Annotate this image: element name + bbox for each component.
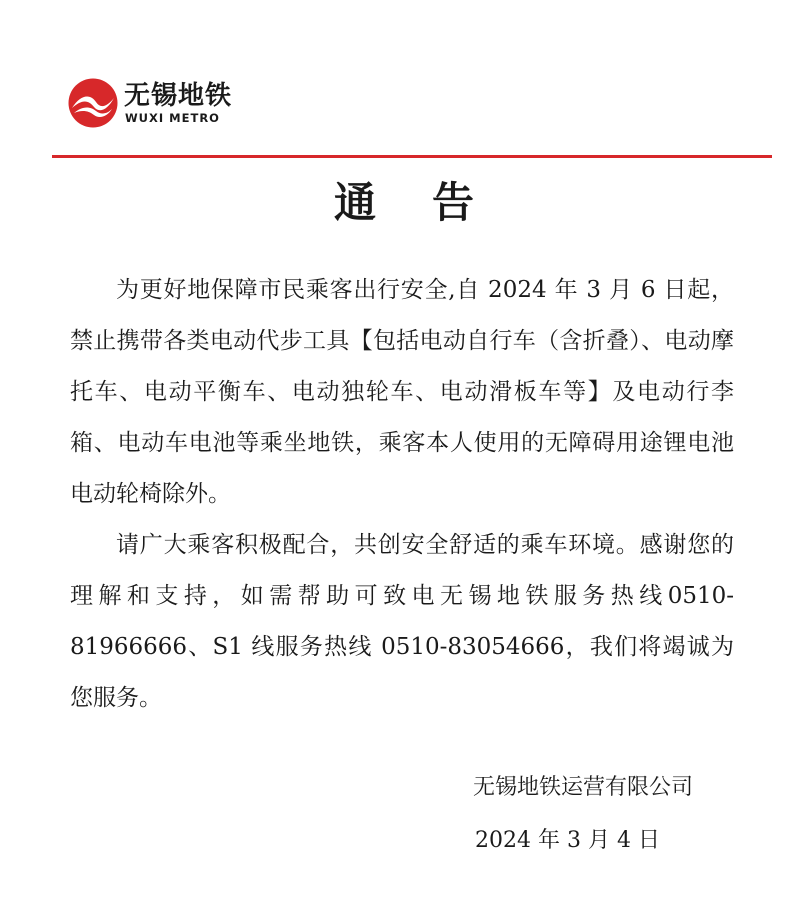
issue-date: 2024 年 3 月 4 日 — [475, 828, 660, 853]
logo-chinese-name: 无锡地铁 — [124, 81, 233, 111]
notice-body — [70, 265, 734, 724]
header-divider — [52, 155, 772, 158]
logo-english-name: WUXI METRO — [125, 111, 220, 125]
metro-logo-icon — [68, 78, 118, 128]
notice-paragraph-1: 为更好地保障市民乘客出行安全,自 2024 年 3 月 6 日起，禁止携带各类电动代步工具【包括电动自行车（含折叠）、电动摩托车、电动平衡车、电动独轮车、电动滑板车等】及电动行李箱、电动车电池等乘坐地铁，乘客本人使用的无障碍用途锂电池电动轮椅除外。 — [70, 277, 734, 507]
wuxi-metro-logo — [68, 78, 288, 132]
notice-title: 通告 — [333, 178, 530, 227]
notice-paragraph-2: 请广大乘客积极配合，共创安全舒适的乘车环境。感谢您的理解和支持，如需帮助可致电无锡地铁服务热线0510-81966666、S1 线服务热线 0510-83054666，我们将竭诚为您服务。 — [70, 532, 734, 711]
issuer-signature: 无锡地铁运营有限公司 — [472, 775, 693, 800]
